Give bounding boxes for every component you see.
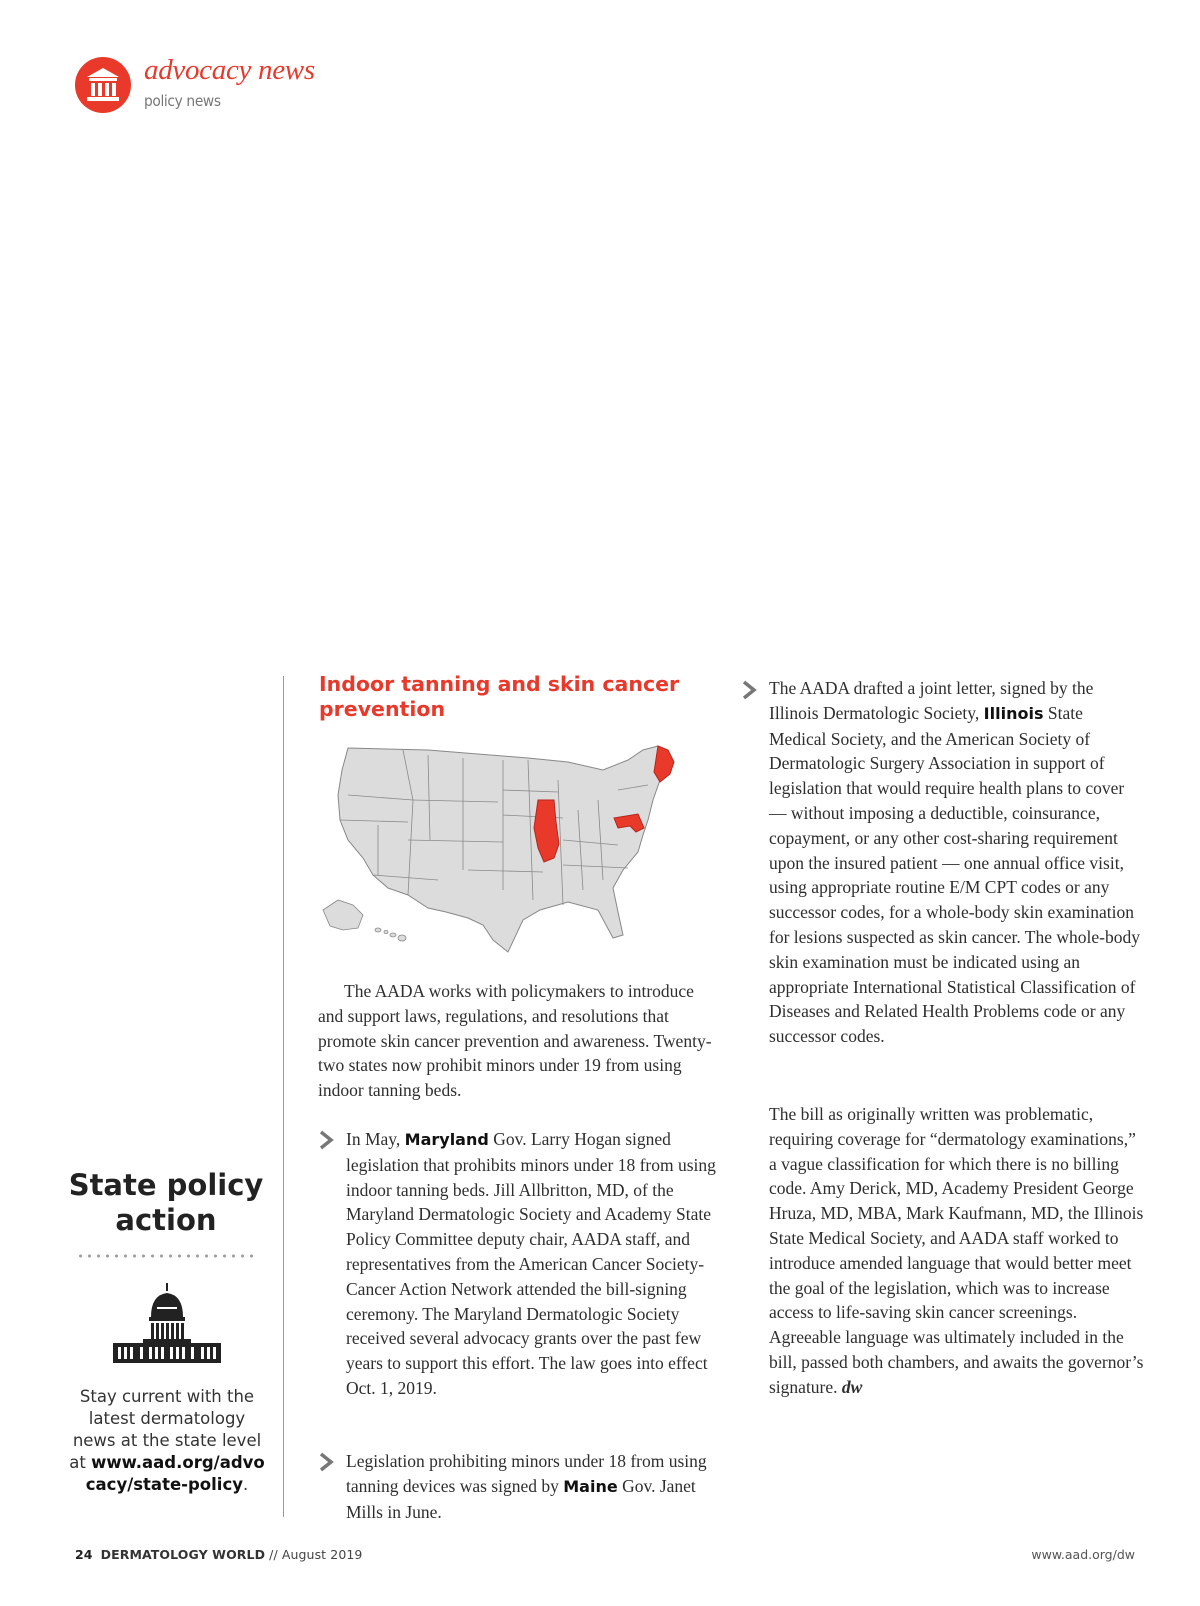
signoff: dw (841, 1376, 863, 1397)
chevron-right-icon (741, 680, 757, 700)
courthouse-logo (75, 57, 131, 113)
closing-text: The bill as originally written was problematic, requiring coverage for “dermatology examinations,” a vague classification for which there is no billing code. Amy Derick, MD, Academy President George Hruza, MD, MBA, Mark Kaufmann, MD, the Illinois State Medical Society, and AADA staff worked to introduce amended language that would better meet the goal of the legislation, which was to increase access to life-saving skin cancer screenings. Agreeable language was ultimately included in the bill, passed both chambers, and awaits the governor’s signature. (769, 1104, 1144, 1397)
bullet-maryland (346, 1127, 721, 1401)
bullet2-post: Gov. Janet Mills in June. (346, 1475, 696, 1522)
publication-name: DERMATOLOGY WORLD (100, 1547, 266, 1562)
sidebar-link[interactable]: www.aad.org/advocacy/state-policy (85, 1453, 265, 1494)
closing-paragraph (769, 1102, 1144, 1400)
bullet2-pre: Legislation prohibiting minors under 18 from using tanning devices was signed by (346, 1451, 707, 1496)
bullet-maine (346, 1449, 716, 1524)
intro-paragraph (318, 979, 718, 1103)
bullet3-pre: The AADA drafted a joint letter, signed by the Illinois Dermatologic Society, (769, 678, 1094, 723)
bullet1-pre: In May, (346, 1129, 405, 1149)
footer-url[interactable]: www.aad.org/dw (1031, 1547, 1135, 1562)
bullet1-state: Maryland (404, 1130, 489, 1149)
sidebar-text-end: . (243, 1475, 249, 1494)
us-map-icon (318, 740, 698, 960)
sidebar-title: State policy action (68, 1168, 264, 1237)
sidebar-text-intro: Stay current with the latest dermatology news at the state level at (69, 1387, 262, 1472)
bullet3-post: State Medical Society, and the American Society of Dermatologic Surgery Association in support of legislation that would require health plans to cover — without imposing a deductible, coinsurance, copayment, or any other cost-sharing requirement upon the insured patient — one annual office visit, using appropriate routine E/M CPT codes or any successor codes, for a whole-body skin examination for lesions suspected as skin cancer. The whole-body skin examination must be indicated using an appropriate International Statistical Classification of Diseases and Related Health Problems code or any successor codes. (769, 702, 1140, 1047)
section-title: advocacy news (144, 54, 315, 86)
bullet2-state: Maine (563, 1476, 618, 1496)
chevron-right-icon (318, 1130, 334, 1150)
maine-highlight (654, 746, 674, 782)
capitol-building-icon (113, 1283, 221, 1363)
bullet3-state: Illinois (983, 703, 1044, 723)
intro-text: The AADA works with policymakers to introduce and support laws, regulations, and resolutions that promote skin cancer prevention and awareness. Twenty-two states now prohibit minors under 19 from using indoor tanning beds. (318, 981, 712, 1101)
page-number: 24 (75, 1547, 93, 1562)
article-headline: Indoor tanning and skin cancer prevention (319, 672, 680, 721)
bullet-illinois (769, 676, 1144, 1049)
issue-date: August 2019 (281, 1547, 363, 1562)
dotted-divider (76, 1254, 256, 1258)
column-divider (283, 676, 284, 1517)
chevron-right-icon (318, 1452, 334, 1472)
courthouse-icon (75, 57, 131, 113)
footer-left (75, 1547, 362, 1562)
footer-separator: // (269, 1547, 278, 1562)
sidebar-text (67, 1386, 267, 1496)
section-subtitle: policy news (144, 92, 221, 110)
bullet1-post: Gov. Larry Hogan signed legislation that prohibits minors under 18 from using indoor tanning beds. Jill Allbritton, MD, of the Maryland Dermatologic Society and Academy State Policy Committee deputy chair, AADA staff, and representatives from the American Cancer Society-Cancer Action Network attended the bill-signing ceremony. The Maryland Dermatologic Society received several advocacy grants over the past few years to support this effort. The law goes into effect Oct. 1, 2019. (346, 1129, 716, 1398)
